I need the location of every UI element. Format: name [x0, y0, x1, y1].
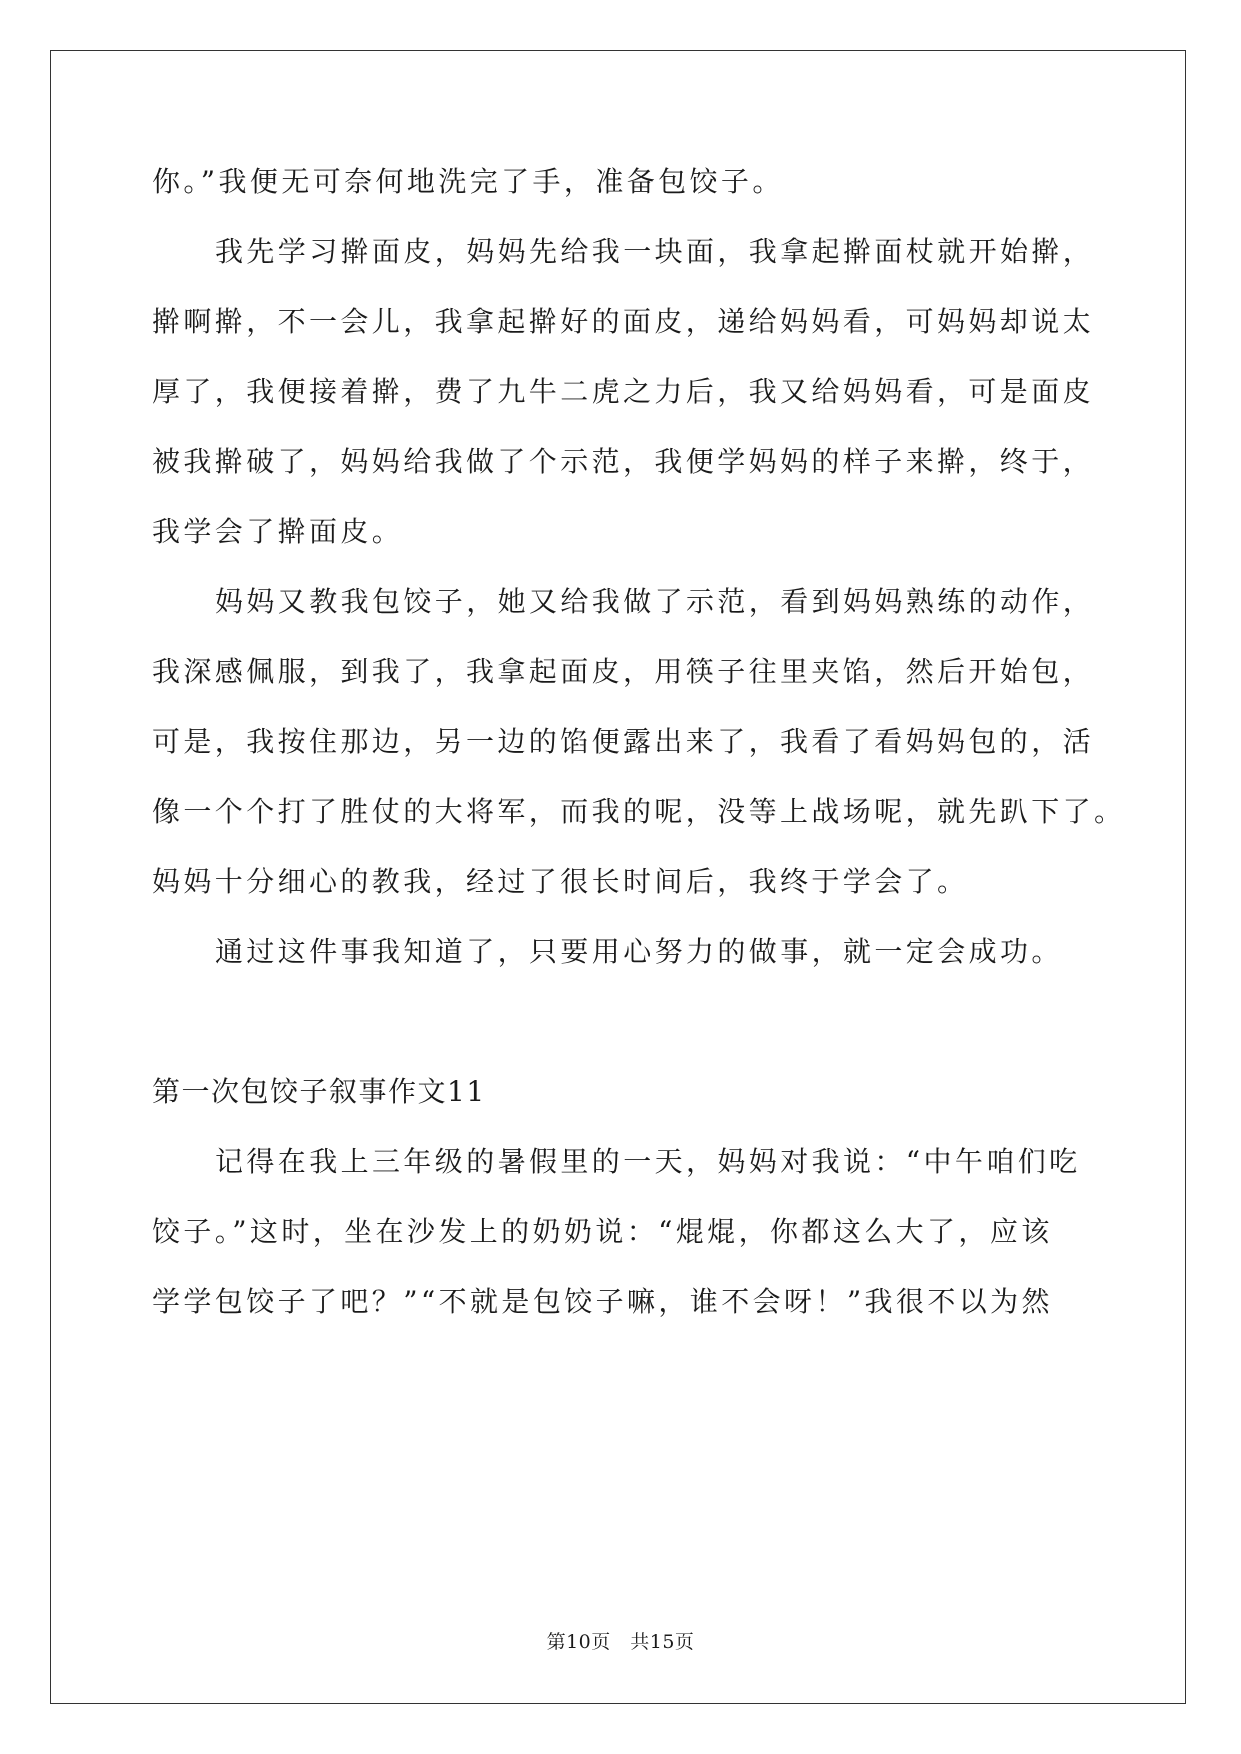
text-line: 饺子。”这时，坐在沙发上的奶奶说：“焜焜，你都这么大了，应该 [152, 1215, 1053, 1248]
section-title: 第一次包饺子叙事作文11 [152, 1075, 486, 1108]
text-line: 我先学习擀面皮，妈妈先给我一块面，我拿起擀面杖就开始擀， [215, 235, 1095, 268]
text-line: 通过这件事我知道了，只要用心努力的做事，就一定会成功。 [215, 935, 1063, 968]
text-line: 我学会了擀面皮。 [152, 515, 404, 548]
text-line: 可是，我按住那边，另一边的馅便露出来了，我看了看妈妈包的，活 [152, 725, 1095, 758]
text-line: 你。”我便无可奈何地洗完了手，准备包饺子。 [152, 165, 784, 198]
text-line: 妈妈十分细心的教我，经过了很长时间后，我终于学会了。 [152, 865, 969, 898]
text-line: 被我擀破了，妈妈给我做了个示范，我便学妈妈的样子来擀，终于， [152, 445, 1095, 478]
text-line: 厚了，我便接着擀，费了九牛二虎之力后，我又给妈妈看，可是面皮 [152, 375, 1095, 408]
text-line: 擀啊擀，不一会儿，我拿起擀好的面皮，递给妈妈看，可妈妈却说太 [152, 305, 1095, 338]
text-line: 学学包饺子了吧？”“不就是包饺子嘛，谁不会呀！”我很不以为然 [152, 1285, 1053, 1318]
text-line: 记得在我上三年级的暑假里的一天，妈妈对我说：“中午咱们吃 [215, 1145, 1081, 1178]
text-line: 妈妈又教我包饺子，她又给我做了示范，看到妈妈熟练的动作， [215, 585, 1095, 618]
text-line: 我深感佩服，到我了，我拿起面皮，用筷子往里夹馅，然后开始包， [152, 655, 1095, 688]
text-line: 像一个个打了胜仗的大将军，而我的呢，没等上战场呢，就先趴下了。 [152, 795, 1126, 828]
page-number: 第10页 共15页 [546, 1631, 695, 1653]
